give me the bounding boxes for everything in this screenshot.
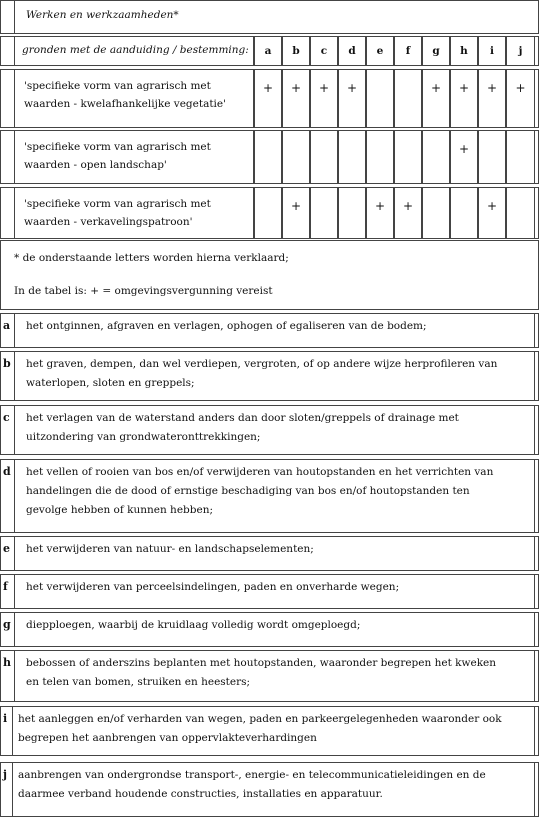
permit-required-mark: + [402,199,414,213]
mark-cell [366,69,394,128]
legend-text-line: het vellen of rooien van bos en/of verwijderen van houtopstanden en het verrichten van [26,466,494,478]
legend-text-line: aanbrengen van ondergrondse transport-, energie- en telecommunicatieleidingen en de [18,769,486,781]
legend-letter: f [3,580,8,593]
legend-letter: e [3,542,10,555]
mark-cell [338,130,366,184]
column-letter: a [264,45,272,57]
legend-text-line: gevolge hebben of kunnen hebben; [26,504,213,516]
permit-required-mark: + [458,142,470,156]
zoning-label-line: waarden - verkavelingspatroon' [24,216,193,228]
mark-cell [478,130,506,184]
legend-text-line: daarmee verband houdende constructies, installaties en apparatuur. [18,788,383,800]
permit-required-mark: + [290,81,302,95]
mark-cell [422,69,450,128]
zoning-label-line: 'specifieke vorm van agrarisch met [24,80,211,92]
legend-letter: a [3,319,11,332]
legend-letter: j [3,768,7,781]
legend-text-line: het verlagen van de waterstand anders dan door sloten/greppels of drainage met [26,412,459,424]
zoning-label-box [14,187,254,239]
legend-letter: b [3,357,11,370]
mark-cell [310,187,338,239]
legend-letter: h [3,656,11,669]
legend-text-line: het graven, dempen, dan wel verdiepen, vergroten, of op andere wijze herprofileren van [26,358,498,370]
notes-box [0,240,539,310]
mark-cell [450,187,478,239]
permit-required-mark: + [515,81,526,95]
permit-required-mark: + [262,81,274,95]
permit-required-mark: + [318,81,330,95]
mark-cell [282,130,310,184]
mark-cell [450,69,478,128]
header-label: gronden met de aanduiding / bestemming: [22,44,249,56]
zoning-label-line: 'specifieke vorm van agrarisch met [24,141,211,153]
zoning-label-box [14,130,254,184]
zoning-label-line: 'specifieke vorm van agrarisch met [24,198,211,210]
mark-cell [394,130,422,184]
column-letter: d [348,45,356,57]
mark-cell [254,187,282,239]
legend-text-line: en telen van bomen, struiken en heesters; [26,676,251,688]
permit-required-mark: + [346,81,358,95]
legend-text-line: het verwijderen van perceelsindelingen, paden en onverharde wegen; [26,581,400,593]
mark-cell [394,69,422,128]
legend-text-line: handelingen die de dood of ernstige beschadiging van bos en/of houtopstanden ten [26,485,470,497]
legend-text-line: uitzondering van grondwateronttrekkingen; [26,431,261,443]
legend-text-line: het verwijderen van natuur- en landschapselementen; [26,543,314,555]
column-letter: j [518,45,523,57]
mark-cell [422,187,450,239]
mark-cell [394,187,422,239]
zoning-label-line: waarden - open landschap' [24,159,167,171]
mark-cell [478,187,506,239]
permit-required-mark: + [290,199,302,213]
legend-letter: c [3,411,10,424]
document-title: Werken en werkzaamheden* [26,9,179,21]
legend-text-line: bebossen of anderszins beplanten met houtopstanden, waaronder begrepen het kweken [26,657,497,669]
mark-cell [338,187,366,239]
mark-cell [506,130,535,184]
permit-required-mark: + [486,81,498,95]
legend-letter: g [3,618,11,631]
legend-text-line: begrepen het aanbrengen van oppervlakteverhardingen [18,732,317,744]
note-line-2: In de tabel is: + = omgevingsvergunning vereist [14,285,273,297]
mark-cell [282,187,310,239]
permit-required-mark: + [458,81,470,95]
legend-text-line: het ontginnen, afgraven en verlagen, ophogen of egaliseren van de bodem; [26,320,427,332]
mark-cell [506,187,535,239]
mark-cell [338,69,366,128]
note-line-1: * de onderstaande letters worden hierna verklaard; [14,252,289,264]
mark-cell [254,69,282,128]
mark-cell [310,130,338,184]
legend-text-line: het aanleggen en/of verharden van wegen, paden en parkeergelegenheden waaronder ook [18,713,502,725]
mark-cell [506,69,535,128]
column-letter: e [376,45,384,57]
mark-cell [366,187,394,239]
legend-letter: i [3,712,8,725]
column-letter: i [490,45,494,57]
mark-cell [450,130,478,184]
legend-text-line: diepploegen, waarbij de kruidlaag volledig wordt omgeploegd; [26,619,361,631]
permit-required-mark: + [374,199,386,213]
column-letter: h [460,45,468,57]
mark-cell [254,130,282,184]
legend-text-line: waterlopen, sloten en greppels; [26,377,195,389]
legend-letter: d [3,465,11,478]
mark-cell [282,69,310,128]
column-letter: f [405,45,411,57]
mark-cell [422,130,450,184]
permit-required-mark: + [430,81,442,95]
mark-cell [478,69,506,128]
mark-cell [366,130,394,184]
column-letter: g [432,45,440,57]
mark-cell [310,69,338,128]
column-letter: b [292,45,300,57]
permit-required-mark: + [486,199,498,213]
zoning-label-line: waarden - kwelafhankelijke vegetatie' [24,98,227,110]
column-letter: c [320,45,328,57]
